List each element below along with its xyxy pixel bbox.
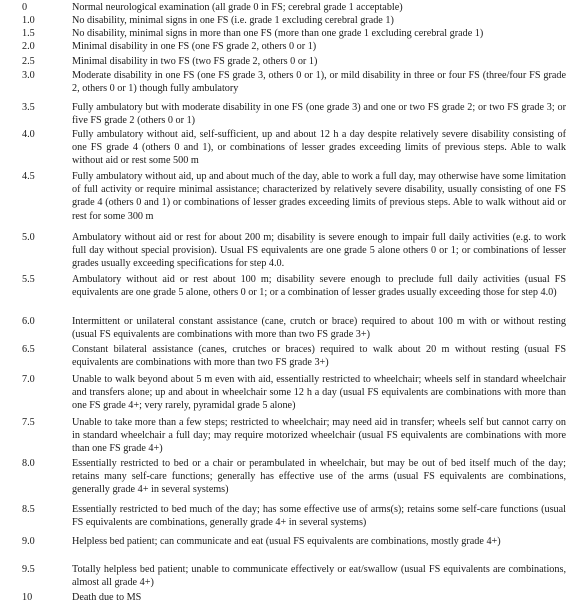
edss-description: Minimal disability in two FS (two FS grade 2, others 0 or 1) — [72, 56, 318, 67]
edss-description: Ambulatory without aid or rest for about 200 m; disability is severe enough to impair full daily activities (e.g. to work full day without special provision). Usual FS equivalents are one grade 5 alone others 0 or 1; or combinations of lesser grades usually exceeding specifications for step 4.0. — [72, 232, 566, 270]
table-row — [0, 535, 572, 548]
edss-score: 6.0 — [22, 316, 35, 327]
edss-description: No disability, minimal signs in one FS (i.e. grade 1 excluding cerebral grade 1) — [72, 15, 394, 26]
edss-description: Helpless bed patient; can communicate and eat (usual FS equivalents are combinations, mostly grade 4+) — [72, 536, 501, 547]
edss-score: 3.0 — [22, 70, 35, 81]
edss-score: 9.0 — [22, 536, 35, 547]
table-row — [0, 27, 572, 40]
edss-description: No disability, minimal signs in more than one FS (more than one grade 1 excluding cerebral grade 1) — [72, 28, 484, 39]
edss-score: 5.0 — [22, 232, 35, 243]
edss-score: 7.5 — [22, 417, 35, 428]
table-row — [0, 1, 572, 14]
edss-score: 4.5 — [22, 171, 35, 182]
table-row — [0, 55, 572, 68]
table-row — [0, 14, 572, 27]
edss-description: Constant bilateral assistance (canes, crutches or braces) required to walk about 20 m without resting (usual FS equivalents are combinations with more than two FS grade 3+) — [72, 344, 566, 369]
table-row — [0, 128, 572, 168]
edss-description: Normal neurological examination (all grade 0 in FS; cerebral grade 1 acceptable) — [72, 2, 403, 13]
table-row — [0, 343, 572, 369]
edss-score: 3.5 — [22, 102, 35, 113]
table-row — [0, 416, 572, 456]
table-row — [0, 315, 572, 341]
edss-score: 0 — [22, 2, 28, 13]
table-row — [0, 457, 572, 497]
table-row — [0, 273, 572, 299]
table-row — [0, 40, 572, 53]
edss-description: Essentially restricted to bed much of the day; has some effective use of arms(s); retains some self-care functions (usual FS equivalents are combinations, generally grade 4+ in several systems) — [72, 504, 566, 529]
edss-score: 4.0 — [22, 129, 35, 140]
edss-description: Moderate disability in one FS (one FS grade 3, others 0 or 1), or mild disability in three or four FS (three/four FS grade 2, others 0 or 1) though fully ambulatory — [72, 70, 566, 95]
edss-description: Minimal disability in one FS (one FS grade 2, others 0 or 1) — [72, 41, 317, 52]
edss-description: Unable to take more than a few steps; restricted to wheelchair; may need aid in transfer; wheels self but cannot carry on in standard wheelchair a full day; may require motorized wheelchair (usual FS equivalents are combinations with more than one FS grade 4+) — [72, 417, 566, 455]
edss-score: 2.0 — [22, 41, 35, 52]
edss-score: 2.5 — [22, 56, 35, 67]
edss-score: 8.0 — [22, 458, 35, 469]
table-row — [0, 373, 572, 413]
edss-description: Ambulatory without aid or rest about 100 m; disability severe enough to preclude full daily activities (usual FS equivalents are one grade 5 alone, others 0 or 1; or a combination of lesser grades usually exceeding those for step 4.0) — [72, 274, 566, 299]
edss-score: 1.5 — [22, 28, 35, 39]
edss-description: Fully ambulatory without aid, up and about much of the day, able to work a full day, may otherwise have some limitation of full activity or require minimal assistance; characterized by relatively severe disability, usually consisting of one FS grade 4 (others 0 and 1) or combinations of lesser grades exceeding limits of previous steps. Able to walk without aid or rest for some 300 m — [72, 171, 566, 222]
edss-score: 7.0 — [22, 374, 35, 385]
table-row — [0, 231, 572, 271]
table-row — [0, 69, 572, 95]
edss-description: Intermittent or unilateral constant assistance (cane, crutch or brace) required to about 100 m with or without resting (usual FS equivalents are combinations with more than two FS grade 3+) — [72, 316, 566, 341]
table-row — [0, 101, 572, 127]
edss-description: Totally helpless bed patient; unable to communicate effectively or eat/swallow (usual FS equivalents are combinations, almost all grade 4+) — [72, 564, 566, 589]
edss-description: Death due to MS — [72, 592, 142, 603]
table-row — [0, 563, 572, 589]
edss-score: 1.0 — [22, 15, 35, 26]
table-row — [0, 591, 572, 604]
edss-description: Fully ambulatory without aid, self-sufficient, up and about 12 h a day despite relatively severe disability consisting of one FS grade 4 (others 0 and 1), or combinations of lesser grades exceeding limits of previous steps. Able to walk without aid or rest some 500 m — [72, 129, 566, 167]
edss-score: 9.5 — [22, 564, 35, 575]
edss-description: Fully ambulatory but with moderate disability in one FS (one grade 3) and one or two FS grade 2; or two FS grade 3; or five FS grade 2 (others 0 or 1) — [72, 102, 566, 127]
table-row — [0, 503, 572, 529]
table-row — [0, 170, 572, 223]
edss-score: 10 — [22, 592, 33, 603]
edss-score: 8.5 — [22, 504, 35, 515]
edss-score: 5.5 — [22, 274, 35, 285]
edss-score: 6.5 — [22, 344, 35, 355]
edss-description: Unable to walk beyond about 5 m even with aid, essentially restricted to wheelchair; wheels self in standard wheelchair and transfers alone; up and about in wheelchair some 12 h a day (usual FS equivalents are combinations with more than one FS grade 4+; very rarely, pyramidal grade 5 alone) — [72, 374, 566, 412]
edss-description: Essentially restricted to bed or a chair or perambulated in wheelchair, but may be out of bed itself much of the day; retains many self-care functions; generally has effective use of the arms (usual FS equivalents are combinations, generally grade 4+ in several systems) — [72, 458, 566, 496]
